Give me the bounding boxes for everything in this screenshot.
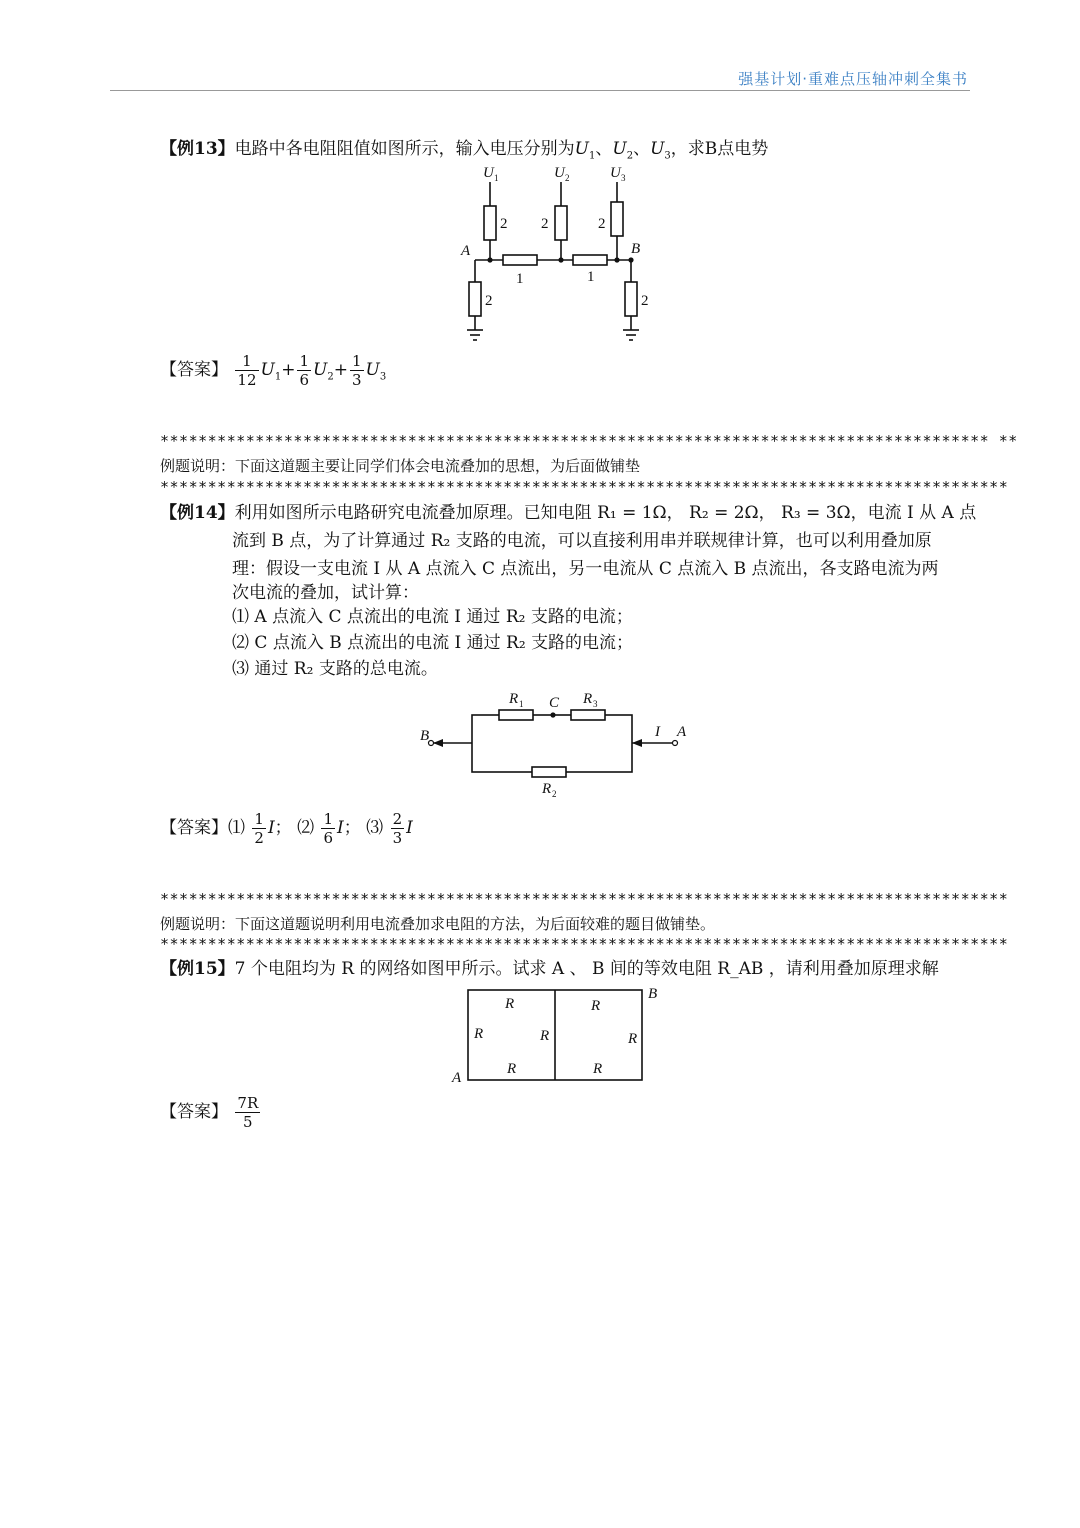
ex15-answer xyxy=(160,1094,262,1131)
ex14-answer-label: 【答案】 xyxy=(160,818,228,838)
ex13-label: 【例13】 xyxy=(160,139,235,159)
ex13-question-pre: 电路中各电阻阻值如图所示，输入电压分别为 xyxy=(234,139,575,159)
svg-text:2: 2 xyxy=(641,293,649,309)
svg-text:3: 3 xyxy=(621,173,626,183)
ex15-answer-frac: $\frac{7R}{5}$ xyxy=(237,1094,259,1131)
svg-text:2: 2 xyxy=(598,216,606,232)
note-2: 例题说明：下面这道题说明利用电流叠加求电阻的方法，为后面较难的题目做铺垫。 xyxy=(160,915,716,933)
svg-text:1: 1 xyxy=(519,699,524,709)
svg-text:R: R xyxy=(509,691,519,707)
svg-text:B: B xyxy=(420,728,430,744)
svg-text:2: 2 xyxy=(552,789,557,799)
svg-text:A: A xyxy=(677,724,687,740)
ex14-line4: 次电流的叠加，试计算： xyxy=(232,583,419,603)
ex13-circuit-diagram xyxy=(455,160,665,350)
header-rule xyxy=(110,90,970,91)
ex13-answer-frac3: $\frac{1}{3}$ xyxy=(351,352,362,389)
divider-stars-4: ***************************************************************************************** xyxy=(160,935,1009,953)
ex13-question-post: ，求B点电势 xyxy=(670,139,769,159)
ex14-q1: ⑴ A 点流入 C 点流出的电流 I 通过 R₂ 支路的电流； xyxy=(232,607,633,627)
ex14-answer-frac3: $\frac{2}{3}$ xyxy=(392,810,403,847)
svg-text:U: U xyxy=(610,165,621,181)
ex14-q2: ⑵ C 点流入 B 点流出的电流 I 通过 R₂ 支路的电流； xyxy=(232,633,634,653)
divider-stars-2: ***************************************************************************************** xyxy=(160,478,1009,496)
svg-text:R: R xyxy=(540,1028,550,1044)
ex14-line3: 理：假设一支电流 I 从 A 点流入 C 点流出，另一电流从 C 点流入 B 点流出，各支路电流为两 xyxy=(232,559,939,579)
ex15-answer-label: 【答案】 xyxy=(160,1102,228,1122)
svg-text:R: R xyxy=(474,1026,484,1042)
svg-text:A: A xyxy=(452,1070,462,1086)
ex14-line2: 流到 B 点，为了计算通过 R₂ 支路的电流，可以直接利用串并联规律计算，也可以利用叠加原 xyxy=(232,531,932,551)
svg-text:R: R xyxy=(583,691,593,707)
divider-stars-3: ***************************************************************************************** xyxy=(160,890,1009,908)
svg-text:R: R xyxy=(593,1061,603,1077)
ex13-answer: 【答案】 $\frac{1}{12}$ $U_1+$ $\frac{1}{6}$ $U_2+$ $\frac{1}{3}$ $U_3$ xyxy=(160,352,387,389)
ex14-answer: 【答案】⑴ $\frac{1}{2}$ I； ⑵ $\frac{1}{6}$ I； ⑶ $\frac{2}{3}$ I xyxy=(160,810,413,847)
header-title: 强基计划·重难点压轴冲刺全集书 xyxy=(738,70,968,88)
svg-text:1: 1 xyxy=(587,269,595,285)
svg-text:U: U xyxy=(554,165,565,181)
svg-text:R: R xyxy=(591,998,601,1014)
ex15-label: 【例15】 xyxy=(160,959,235,979)
ex14-label: 【例14】 xyxy=(160,503,235,523)
svg-text:R: R xyxy=(542,781,552,797)
ex14-q3: ⑶ 通过 R₂ 支路的总电流。 xyxy=(232,659,438,679)
ex15-network-diagram xyxy=(448,982,663,1087)
svg-text:U: U xyxy=(483,165,494,181)
svg-text:A: A xyxy=(461,243,471,259)
svg-text:1: 1 xyxy=(494,173,499,183)
svg-text:R: R xyxy=(507,1061,517,1077)
svg-text:C: C xyxy=(549,695,560,711)
svg-text:R: R xyxy=(505,996,515,1012)
ex13-answer-frac2: $\frac{1}{6}$ xyxy=(299,352,309,389)
ex14-line1: 【例14】利用如图所示电路研究电流叠加原理。已知电阻 R₁ = 1Ω， R₂ = 2Ω， R₃ = 3Ω，电流 I 从 A 点 xyxy=(160,503,977,523)
svg-text:B: B xyxy=(631,241,641,257)
ex13-answer-label: 【答案】 xyxy=(160,360,228,380)
svg-text:2: 2 xyxy=(541,216,549,232)
ex14-answer-frac2: $\frac{1}{6}$ xyxy=(323,810,334,847)
ex14-circuit-diagram xyxy=(415,685,695,800)
svg-text:2: 2 xyxy=(485,293,493,309)
svg-text:1: 1 xyxy=(516,271,524,287)
divider-stars-1: *************************************************************************************** ** xyxy=(160,432,1018,450)
svg-text:3: 3 xyxy=(593,699,598,709)
svg-text:2: 2 xyxy=(565,173,570,183)
ex13-answer-frac1: $\frac{1}{12}$ xyxy=(237,352,257,389)
note-1: 例题说明：下面这道题主要让同学们体会电流叠加的思想，为后面做铺垫 xyxy=(160,457,641,475)
ex15-question: 【例15】7 个电阻均为 R 的网络如图甲所示。试求 A 、 B 间的等效电阻 R_AB ，请利用叠加原理求解 xyxy=(160,959,939,979)
ex13-question: 【例13】电路中各电阻阻值如图所示，输入电压分别为$U_1$、$U_2$、$U_3$，求B点电势 xyxy=(160,139,769,162)
svg-text:I: I xyxy=(655,724,660,740)
ex14-answer-frac1: $\frac{1}{2}$ xyxy=(254,810,264,847)
svg-text:B: B xyxy=(648,986,658,1002)
svg-text:2: 2 xyxy=(500,216,508,232)
svg-text:R: R xyxy=(628,1031,638,1047)
